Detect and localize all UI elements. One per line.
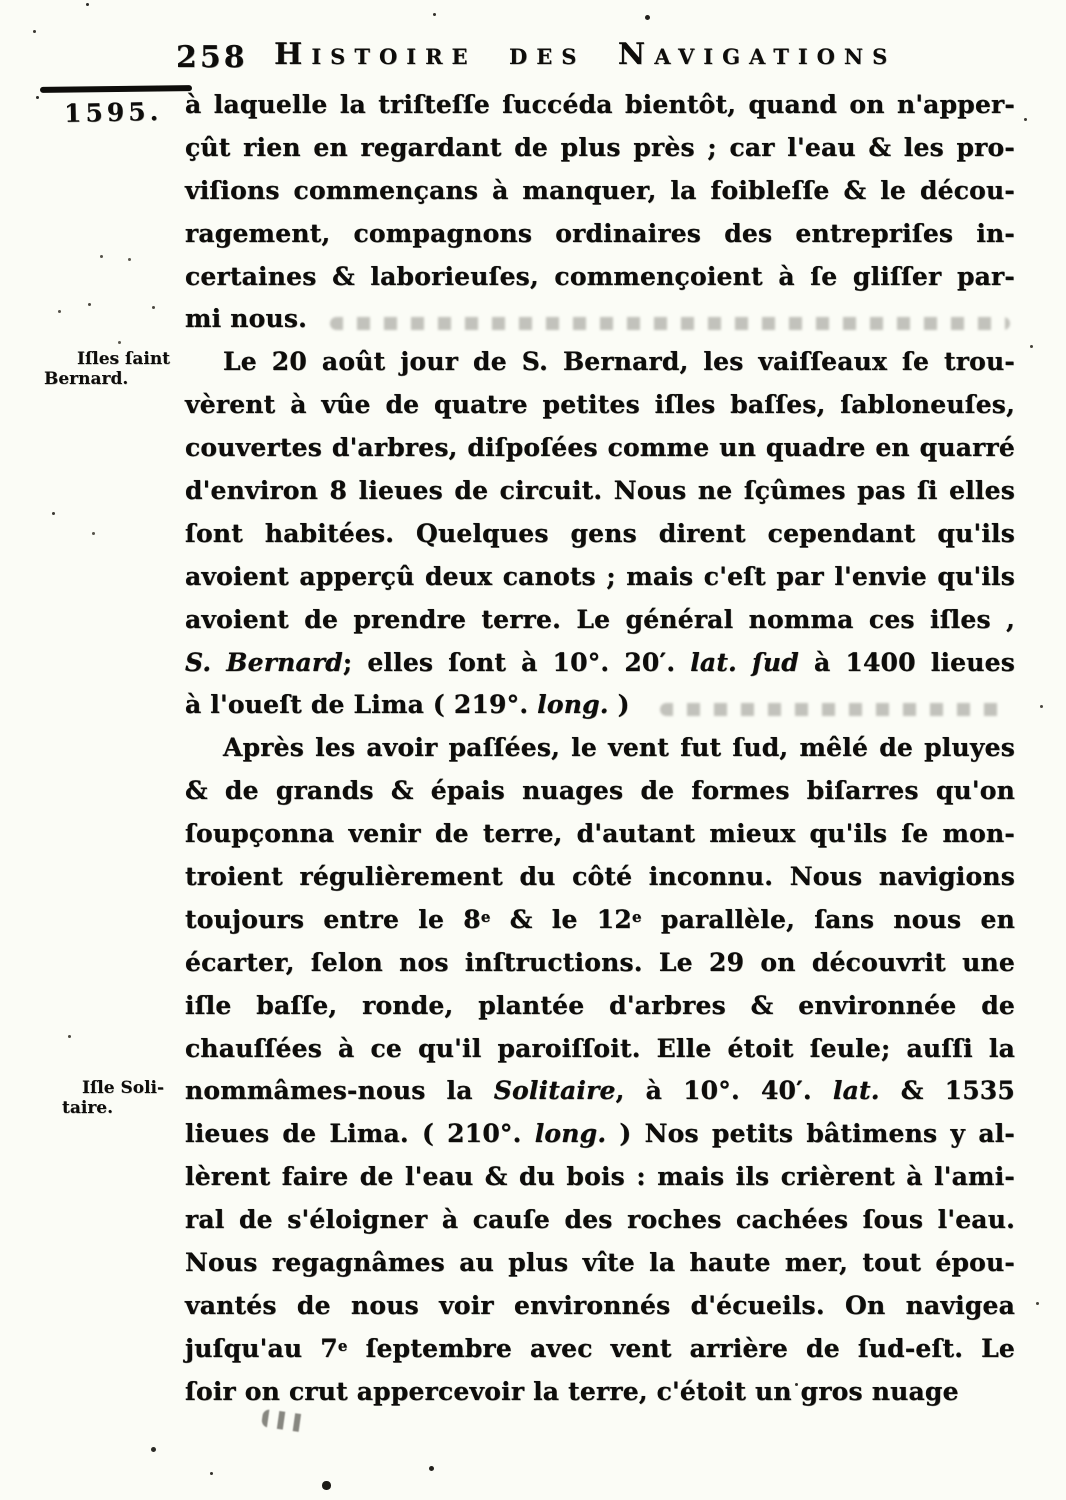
margin-note-isles-saint-bernard [44,349,194,389]
text-run: lat. ſud [690,647,799,677]
body-line [185,1070,1015,1113]
text-run: ſoir on crut appercevoir la terre, c'étoit un gros nuage [185,1376,959,1406]
body-line [185,770,1015,813]
body-line [185,899,1015,942]
text-run: & 1535 [879,1076,1015,1106]
margin-year-note: 1595. [63,96,163,129]
text-run: écarter, ſelon nos inſtructions. Le 29 on découvrit une [185,947,1015,977]
body-line [185,1199,1015,1242]
body-line [185,127,1015,170]
margin-divider-rule [40,85,192,93]
body-line [185,1371,1015,1414]
body-line [185,942,1015,985]
text-run: avoient apperçû deux canots ; mais c'eſt par l'envie qu'ils [185,561,1015,591]
body-line [185,556,1015,599]
text-run: lèrent faire de l'eau & du bois : mais ils crièrent à l'ami- [185,1162,1015,1192]
page-number: 258 [176,40,248,75]
text-run: d'environ 8 lieues de circuit. Nous ne ſçûmes pas ſi elles [185,476,1015,506]
text-run: Le 20 août jour de S. Bernard, les vaiſſeaux ſe trou- [223,347,1015,377]
text-run: Après les avoir paſſées, le vent fut ſud, mêlé de pluyes [223,733,1015,763]
margin-note-line: Bernard. [44,369,129,389]
text-run: iſle baſſe, ronde, plantée d'arbres & environnée de [185,990,1015,1020]
text-run: ral de s'éloigner à cauſe des roches cachées ſous l'eau. [185,1205,1015,1235]
body-line [185,1285,1015,1328]
text-run: à l'oueſt de Lima ( 219°. [185,690,538,720]
text-run: Nous regagnâmes au plus vîte la haute mer, tout épou- [185,1248,1015,1278]
body-line [185,813,1015,856]
text-run: ) [608,690,630,720]
body-line [185,170,1015,213]
text-run: nommâmes-nous la [185,1076,494,1106]
text-run: , à 10°. 40′. [615,1076,833,1106]
text-run: parallèle, ſans nous en [641,904,1015,934]
body-line [185,1242,1015,1285]
text-run: avoient de prendre terre. Le général nomma ces iſles , [185,604,1015,634]
body-line [185,1156,1015,1199]
text-run: troient régulièrement du côté inconnu. Nous navigions [185,862,1015,892]
margin-note-line: Iſle Soli- [82,1078,165,1098]
text-run: couvertes d'arbres, diſpoſées comme un quadre en quarré [185,433,1015,463]
text-run: mi nous. [185,304,308,334]
text-run: ſont habitées. Quelques gens dirent cependant qu'ils [185,518,1015,548]
body-line [185,1113,1015,1156]
text-run: viſions commençans à manquer, la foibleſſe & le décou- [185,175,1015,205]
running-head-title: Histoire des Navigations [274,37,897,72]
text-run: e [631,907,642,926]
text-run: toujours entre le 8 [185,904,481,934]
body-line [185,427,1015,470]
text-run: ragement, compagnons ordinaires des entrepriſes in- [185,218,1015,248]
body-line [185,341,1015,384]
text-run: vantés de nous voir environnés d'écueils. On navigea [185,1290,1015,1320]
text-run: S. Bernard [185,647,343,677]
print-ghost-artifact [330,317,1010,330]
body-line [185,384,1015,427]
text-run: à 1400 lieues [798,647,1016,677]
body-line [185,1028,1015,1071]
body-line [185,84,1015,127]
print-ghost-artifact [660,703,1008,716]
text-run: ſeptembre avec vent arrière de ſud-eſt. Le [347,1333,1015,1363]
text-run: vèrent à vûe de quatre petites iſles baſſes, ſabloneuſes, [185,390,1015,420]
body-line [185,599,1015,642]
body-line [185,1328,1015,1371]
text-run: chauſſées à ce qu'il paroiſſoit. Elle étoit ſeule; auſſi la [185,1033,1015,1063]
body-line [185,513,1015,556]
text-run: juſqu'au 7 [185,1333,338,1363]
body-line [185,642,1015,685]
text-run: e [480,907,491,926]
text-run: certaines & laborieuſes, commençoient à ſe gliſſer par- [185,261,1015,291]
body-line [185,256,1015,299]
text-run: lieues de Lima. ( 210°. [185,1119,535,1149]
text-run: Solitaire [493,1076,616,1106]
body-line [185,213,1015,256]
text-run: ſoupçonna venir de terre, d'autant mieux qu'ils ſe mon- [185,819,1015,849]
body-line [185,985,1015,1028]
body-text [185,84,1015,1414]
text-run: long. [537,690,609,720]
text-run: ) Nos petits bâtimens y al- [606,1119,1015,1149]
body-line [185,727,1015,770]
margin-note-line: taire. [62,1098,114,1118]
body-line [185,856,1015,899]
text-run: lat. [832,1076,880,1106]
margin-note-line: Iſles ſaint [77,349,171,369]
text-run: ; elles ſont à 10°. 20′. [342,647,691,677]
text-run: à laquelle la triſteſſe ſuccéda bientôt, quand on n'apper- [185,90,1015,119]
text-run: e [337,1336,348,1355]
text-run: & de grands & épais nuages de formes biſarres qu'on [185,776,1015,806]
body-line [185,470,1015,513]
text-run: & le 12 [490,904,632,934]
text-run: long. [534,1119,607,1149]
text-run: çût rien en regardant de plus près ; car l'eau & les pro- [185,132,1015,162]
ink-specks [0,0,3,3]
